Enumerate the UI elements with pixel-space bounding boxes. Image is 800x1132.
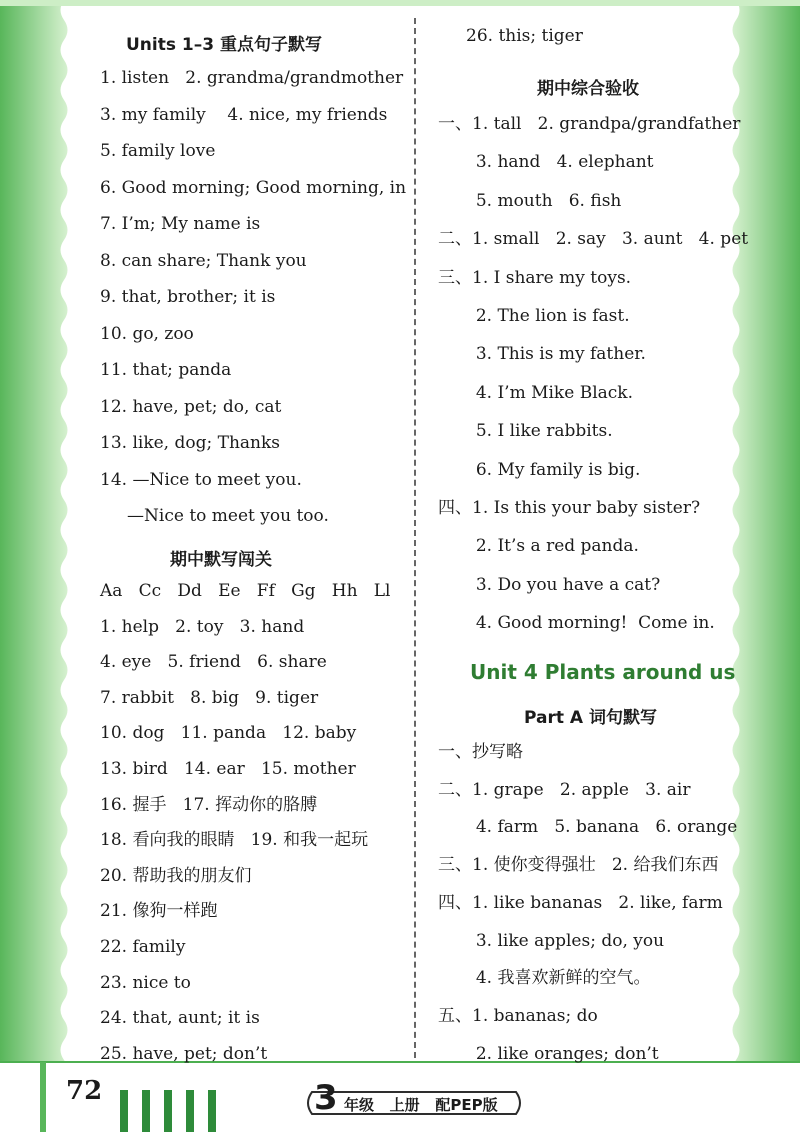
- answer-line: 5. I like rabbits.: [438, 421, 613, 442]
- answer-line: 4. 我喜欢新鲜的空气。: [438, 968, 651, 989]
- answer-line: 25. have, pet; don’t: [100, 1043, 268, 1064]
- answer-line: —Nice to meet you too.: [100, 506, 329, 526]
- answer-line: 13. bird 14. ear 15. mother: [100, 759, 356, 779]
- answer-line: 24. that, aunt; it is: [100, 1008, 260, 1029]
- answer-line: 7. I’m; My name is: [100, 214, 261, 234]
- answer-line: 22. family: [100, 937, 186, 957]
- answer-line: 18. 看向我的眼睛 19. 和我一起玩: [100, 830, 369, 851]
- grade-number: 3: [314, 1078, 338, 1118]
- answer-line: 11. that; panda: [100, 360, 232, 380]
- answer-line: 4. Good morning! Come in.: [438, 613, 715, 634]
- answer-line: 五、1. bananas; do: [438, 1005, 598, 1026]
- answer-line: 一、1. tall 2. grandpa/grandfather: [438, 114, 741, 134]
- answer-line: 2. The lion is fast.: [438, 306, 630, 326]
- answer-line: 4. farm 5. banana 6. orange: [438, 817, 738, 838]
- section-title-part-a: Part A 词句默写: [524, 708, 657, 728]
- column-divider: [414, 18, 416, 1058]
- answer-line: 21. 像狗一样跑: [100, 901, 218, 922]
- unit-4-title: Unit 4 Plants around us: [470, 660, 736, 684]
- answer-line: 3. Do you have a cat?: [438, 574, 661, 595]
- answer-line: 12. have, pet; do, cat: [100, 396, 282, 417]
- answer-line: 4. eye 5. friend 6. share: [100, 652, 327, 673]
- answer-line: 三、1. 使你变得强壮 2. 给我们东西: [438, 855, 719, 876]
- section-title-midterm-review: 期中综合验收: [537, 79, 639, 99]
- answer-line: 3. my family 4. nice, my friends: [100, 104, 388, 125]
- answer-line: 10. dog 11. panda 12. baby: [100, 723, 357, 744]
- answer-line: 13. like, dog; Thanks: [100, 433, 281, 453]
- section-title-midterm-dictation: 期中默写闯关: [170, 550, 272, 570]
- answer-line: 6. My family is big.: [438, 459, 641, 480]
- answer-line: 5. mouth 6. fish: [438, 190, 622, 211]
- answer-line: 20. 帮助我的朋友们: [100, 865, 252, 886]
- answer-line: 14. —Nice to meet you.: [100, 469, 302, 490]
- answer-line: 3. This is my father.: [438, 344, 646, 365]
- grade-text: 年级 上册 配PEP版: [344, 1096, 498, 1114]
- answer-line: 1. help 2. toy 3. hand: [100, 616, 305, 637]
- answer-line: 23. nice to: [100, 972, 191, 993]
- answer-line: 10. go, zoo: [100, 323, 194, 344]
- answer-line: 3. like apples; do, you: [438, 930, 665, 951]
- right-top-line: 26. this; tiger: [466, 26, 583, 46]
- section-title-units-1-3: Units 1–3 重点句子默写: [126, 35, 322, 55]
- answer-line: 16. 握手 17. 挥动你的胳膊: [100, 794, 318, 815]
- answer-line: 三、1. I share my toys.: [438, 267, 632, 288]
- answer-line: 1. listen 2. grandma/grandmother: [100, 68, 404, 88]
- answer-line: 四、1. Is this your baby sister?: [438, 498, 701, 518]
- page-number: 72: [66, 1076, 103, 1106]
- answer-line: 3. hand 4. elephant: [438, 152, 654, 173]
- answer-line: 8. can share; Thank you: [100, 250, 307, 271]
- answer-line: 5. family love: [100, 141, 216, 161]
- answer-line: 2. It’s a red panda.: [438, 536, 639, 557]
- answer-line: 一、抄写略: [438, 742, 523, 762]
- answer-line: 二、1. small 2. say 3. aunt 4. pet: [438, 229, 749, 250]
- answer-line: 6. Good morning; Good morning, in: [100, 177, 407, 198]
- answer-line: 7. rabbit 8. big 9. tiger: [100, 687, 319, 708]
- answer-line: 二、1. grape 2. apple 3. air: [438, 779, 691, 800]
- answer-line: 2. like oranges; don’t: [438, 1043, 659, 1064]
- answer-line: Aa Cc Dd Ee Ff Gg Hh Ll: [100, 581, 391, 601]
- answer-line: 四、1. like bananas 2. like, farm: [438, 892, 723, 913]
- answer-line: 9. that, brother; it is: [100, 287, 276, 307]
- answer-line: 4. I’m Mike Black.: [438, 382, 633, 403]
